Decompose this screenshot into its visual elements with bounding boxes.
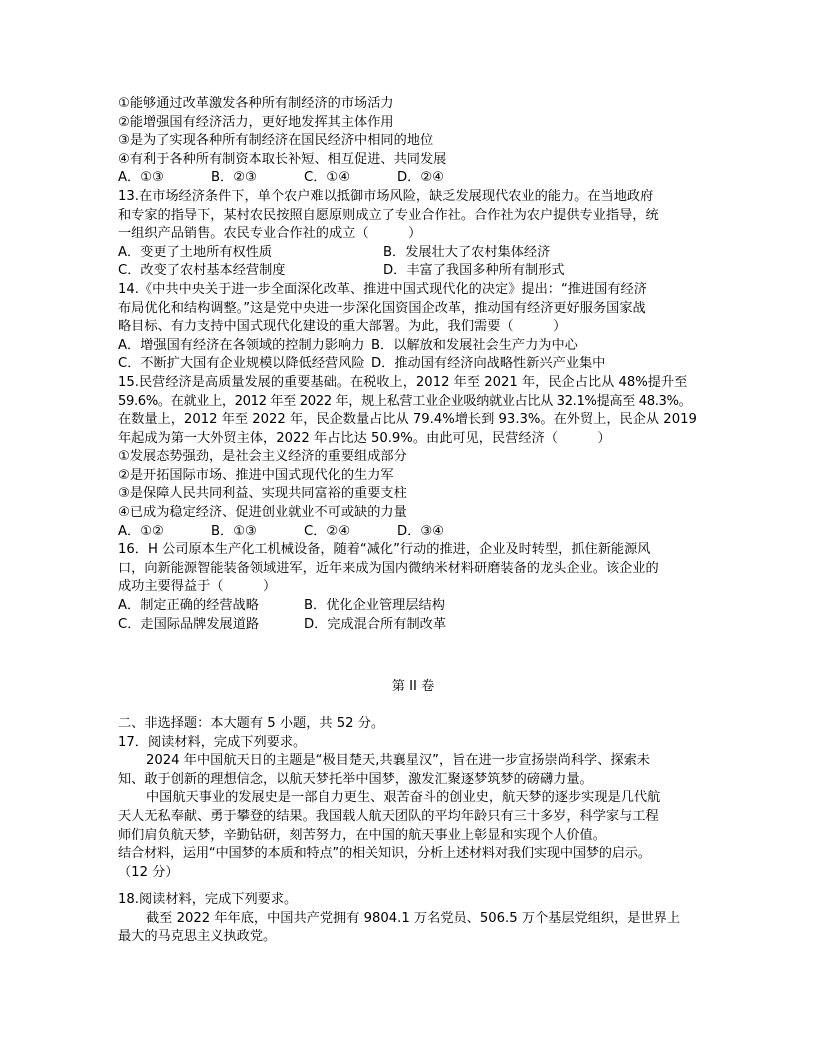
- q17-task-line-1: 结合材料，运用“中国梦的本质和特点”的相关知识，分析上述材料对我们实现中国梦的启示。: [118, 846, 651, 862]
- q17-para1-line-1: 2024 年中国航天日的主题是“极目楚天,共襄星汉”，旨在进一步宣扬崇尚科学、探索未: [146, 753, 650, 769]
- q12-item-3: ③是为了实现各种所有制经济在国民经济中相同的地位: [118, 133, 434, 149]
- q12-options: [118, 169, 708, 188]
- q15-option-b: B．①③: [211, 523, 257, 539]
- q15-item-3: ③是保障人民共同利益、实现共同富裕的重要支柱: [118, 486, 407, 502]
- q17-para2-line-3: 师们肩负航天梦，辛勤钻研，刻苦努力，在中国的航天事业上彰显和实现个人价值。: [118, 827, 606, 843]
- q16-stem-line-1: 16．H 公司原本生产化工机械设备，随着“减化”行动的推进，企业及时转型，抓住新能源风: [118, 542, 651, 558]
- q13-stem-line-1: 13.在市场经济条件下，单个农户难以抵御市场风险，缺乏发展现代农业的能力。在当地政府: [118, 188, 654, 204]
- q12-option-d: D．②④: [397, 170, 444, 186]
- q13-options-row-1: [118, 244, 708, 263]
- q12-item-2: ②能增强国有经济活力，更好地发挥其主体作用: [118, 114, 394, 130]
- q18-para1-line-1: 截至 2022 年年底，中国共产党拥有 9804.1 万名党员、506.5 万个基层党组织，是世界上: [146, 910, 681, 926]
- q16-options-row-2: [118, 616, 708, 635]
- q17-para1-line-2: 知、敢于创新的理想信念，以航天梦托举中国梦，激发汇聚逐梦筑梦的磅礴力量。: [118, 771, 593, 787]
- q14-stem-line-2: 布局优化和结构调整。”这是党中央进一步深化国资国企改革，推动国有经济更好服务国家战: [118, 300, 646, 316]
- q14-options-row-2: [118, 355, 708, 374]
- question-14: [118, 281, 708, 374]
- q18-para1-line-2: 最大的马克思主义执政党。: [118, 929, 277, 945]
- q15-item-1: ①发展态势强劲，是社会主义经济的重要组成部分: [118, 449, 407, 465]
- question-15: [118, 374, 708, 541]
- q14-option-d: D．推动国有经济向战略性新兴产业集中: [371, 356, 606, 372]
- q17-task-line-2: （12 分）: [118, 864, 179, 880]
- q13-option-d: D．丰富了我国多种所有制形式: [383, 263, 565, 279]
- q16-stem-line-2: 口，向新能源智能装备领域进军，近年来成为国内微纳米材料研磨装备的龙头企业。该企业的: [118, 560, 659, 576]
- q14-option-b: B．以解放和发展社会生产力为中心: [371, 337, 578, 353]
- q15-item-4: ④已成为稳定经济、促进创业就业不可或缺的力量: [118, 505, 407, 521]
- q16-options-row-1: [118, 597, 708, 616]
- question-16: [118, 541, 708, 634]
- q12-option-a: A．①③: [118, 170, 164, 186]
- q12-item-1: ①能够通过改革激发各种所有制经济的市场活力: [118, 96, 394, 111]
- q17-title: 17．阅读材料，完成下列要求。: [118, 734, 307, 750]
- q14-option-c: C．不断扩大国有企业规模以降低经营风险: [118, 356, 365, 372]
- q12-option-b: B．②③: [211, 170, 257, 186]
- q16-option-a: A．制定正确的经营战略: [118, 598, 259, 614]
- q13-option-b: B．发展壮大了农村集体经济: [383, 244, 551, 260]
- q15-stem-line-2: 59.6%。在就业上，2012 年至 2022 年，规上私营工业企业吸纳就业占比从 32.1%提高至 48.3%。: [118, 393, 692, 409]
- q15-option-a: A．①②: [118, 523, 164, 539]
- question-18: [118, 891, 708, 947]
- q15-item-2: ②是开拓国际市场、推进中国式现代化的生力军: [118, 467, 394, 483]
- q17-para2-line-2: 天人无私奉献、勇于攀登的结果。我国载人航天团队的平均年龄只有三十多岁，科学家与工程: [118, 808, 659, 824]
- section-two: [118, 715, 708, 882]
- question-17: [118, 734, 708, 883]
- q18-title: 18.阅读材料，完成下列要求。: [118, 892, 298, 907]
- q15-option-c: C．②④: [304, 523, 351, 539]
- q15-options: [118, 523, 708, 542]
- q13-option-a: A．变更了土地所有权性质: [118, 244, 273, 260]
- q17-para2-line-1: 中国航天事业的发展史是一部自力更生、艰苦奋斗的创业史，航天梦的逐步实现是几代航: [146, 790, 661, 806]
- section-title-wrapper: [118, 678, 708, 697]
- q15-option-d: D．③④: [397, 523, 444, 539]
- q14-options-row-1: [118, 337, 708, 356]
- q15-stem-line-1: 15.民营经济是高质量发展的重要基础。在税收上，2012 年至 2021 年，民企占比从 48%提升至: [118, 374, 688, 390]
- question-12: [118, 95, 708, 634]
- q13-stem-line-2: 和专家的指导下，某村农民按照自愿原则成立了专业合作社。合作社为农户提供专业指导，统: [118, 207, 659, 223]
- section-heading: 二、非选择题：本大题有 5 小题，共 52 分。: [118, 716, 385, 731]
- q16-option-b: B．优化企业管理层结构: [304, 598, 445, 614]
- q12-option-c: C．①④: [304, 170, 351, 186]
- q15-stem-line-4: 年起成为第一大外贸主体，2022 年占比达 50.9%。由此可见，民营经济（ ）: [118, 430, 611, 446]
- q14-stem-line-3: 略目标、有力支持中国式现代化建设的重大部署。为此，我们需要（ ）: [118, 319, 567, 335]
- q14-option-a: A．增强国有经济在各领域的控制力影响力: [118, 337, 365, 353]
- question-13: [118, 188, 708, 281]
- q13-stem-line-3: 一组织产品销售。农民专业合作社的成立（ ）: [118, 226, 422, 242]
- q15-stem-line-3: 在数量上，2012 年至 2022 年，民企数量占比从 79.4%增长到 93.3%。在外贸上，民企从 2019: [118, 412, 697, 428]
- q16-stem-line-3: 成功主要得益于（ ）: [118, 579, 277, 595]
- q13-options-row-2: [118, 262, 708, 281]
- q14-stem-line-1: 14.《中共中央关于进一步全面深化改革、推进中国式现代化的决定》提出：“推进国有经济: [118, 281, 647, 297]
- section-title: 第 II 卷: [391, 679, 435, 694]
- q13-option-c: C．改变了农村基本经营制度: [118, 263, 286, 279]
- q12-item-4: ④有利于各种所有制资本取长补短、相互促进、共同发展: [118, 151, 447, 167]
- q16-option-c: C．走国际品牌发展道路: [118, 616, 260, 632]
- q16-option-d: D．完成混合所有制改革: [304, 616, 447, 632]
